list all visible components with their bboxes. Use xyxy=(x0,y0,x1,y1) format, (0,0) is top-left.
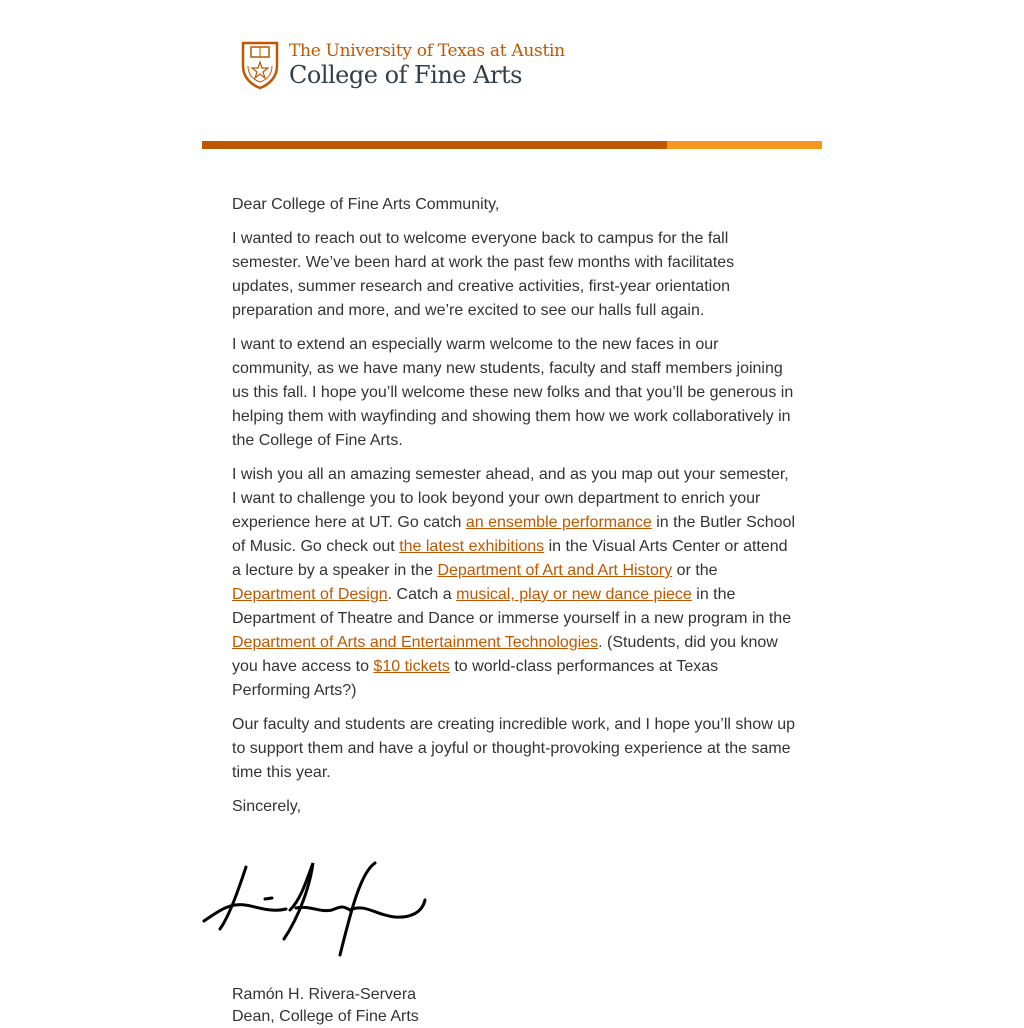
arts-entertainment-tech-link[interactable]: Department of Arts and Entertainment Technologies xyxy=(232,634,599,651)
ten-dollar-tickets-link[interactable]: $10 tickets xyxy=(373,658,450,675)
closing: Sincerely, xyxy=(232,798,302,815)
latest-exhibitions-link[interactable]: the latest exhibitions xyxy=(399,538,545,555)
header-bar-light xyxy=(667,141,822,149)
text: in the Visual Arts Center or attend a lecture by a speaker in the xyxy=(232,538,788,579)
letter-body xyxy=(232,193,797,829)
paragraph-3 xyxy=(232,463,797,703)
college-logo[interactable] xyxy=(240,40,565,90)
logo-college-name: College of Fine Arts xyxy=(289,61,522,89)
greeting: Dear College of Fine Arts Community, xyxy=(232,196,500,213)
paragraph-2: I want to extend an especially warm welcome to the new faces in our community, as we have many new students, faculty and staff members joining us this fall. I hope you’ll welcome these new folks and that you’ll be generous in helping them with wayfinding and showing them how we work collaboratively in the College of Fine Arts. xyxy=(232,336,794,449)
text: I wish you all an amazing semester ahead, and as you map out your semester, I want to challenge you to look beyond your own department to enrich your experience here at UT. Go catch xyxy=(232,466,789,531)
theatre-dance-link[interactable]: musical, play or new dance piece xyxy=(456,586,692,603)
text: or the xyxy=(672,562,718,579)
signer-block xyxy=(232,984,419,1028)
signer-title: Dean, College of Fine Arts xyxy=(232,1008,419,1025)
ensemble-performance-link[interactable]: an ensemble performance xyxy=(465,514,652,531)
art-history-link[interactable]: Department of Art and Art History xyxy=(437,562,673,579)
header-bar-dark xyxy=(202,141,667,149)
design-link[interactable]: Department of Design xyxy=(232,586,388,603)
text: . (Students, did you know you have access to xyxy=(232,634,778,675)
ut-shield-icon xyxy=(240,40,280,90)
signer-name: Ramón H. Rivera-Servera xyxy=(232,986,417,1003)
text: . Catch a xyxy=(387,586,457,603)
paragraph-1: I wanted to reach out to welcome everyone back to campus for the fall semester. We’ve been hard at work the past few months with facilitates updates, summer research and creative activities, first-year orientation preparation and more, and we’re excited to see our halls full again. xyxy=(232,230,735,319)
logo-university-name: The University of Texas at Austin xyxy=(289,41,565,61)
text: in the Butler School of Music. Go check out xyxy=(232,514,795,555)
signature-image xyxy=(200,855,435,960)
text: in the Department of Theatre and Dance or immerse yourself in a new program in the xyxy=(232,586,792,627)
paragraph-4: Our faculty and students are creating incredible work, and I hope you’ll show up to support them and have a joyful or thought-provoking experience at the same time this year. xyxy=(232,716,795,781)
text: to world-class performances at Texas Performing Arts?) xyxy=(232,658,719,699)
